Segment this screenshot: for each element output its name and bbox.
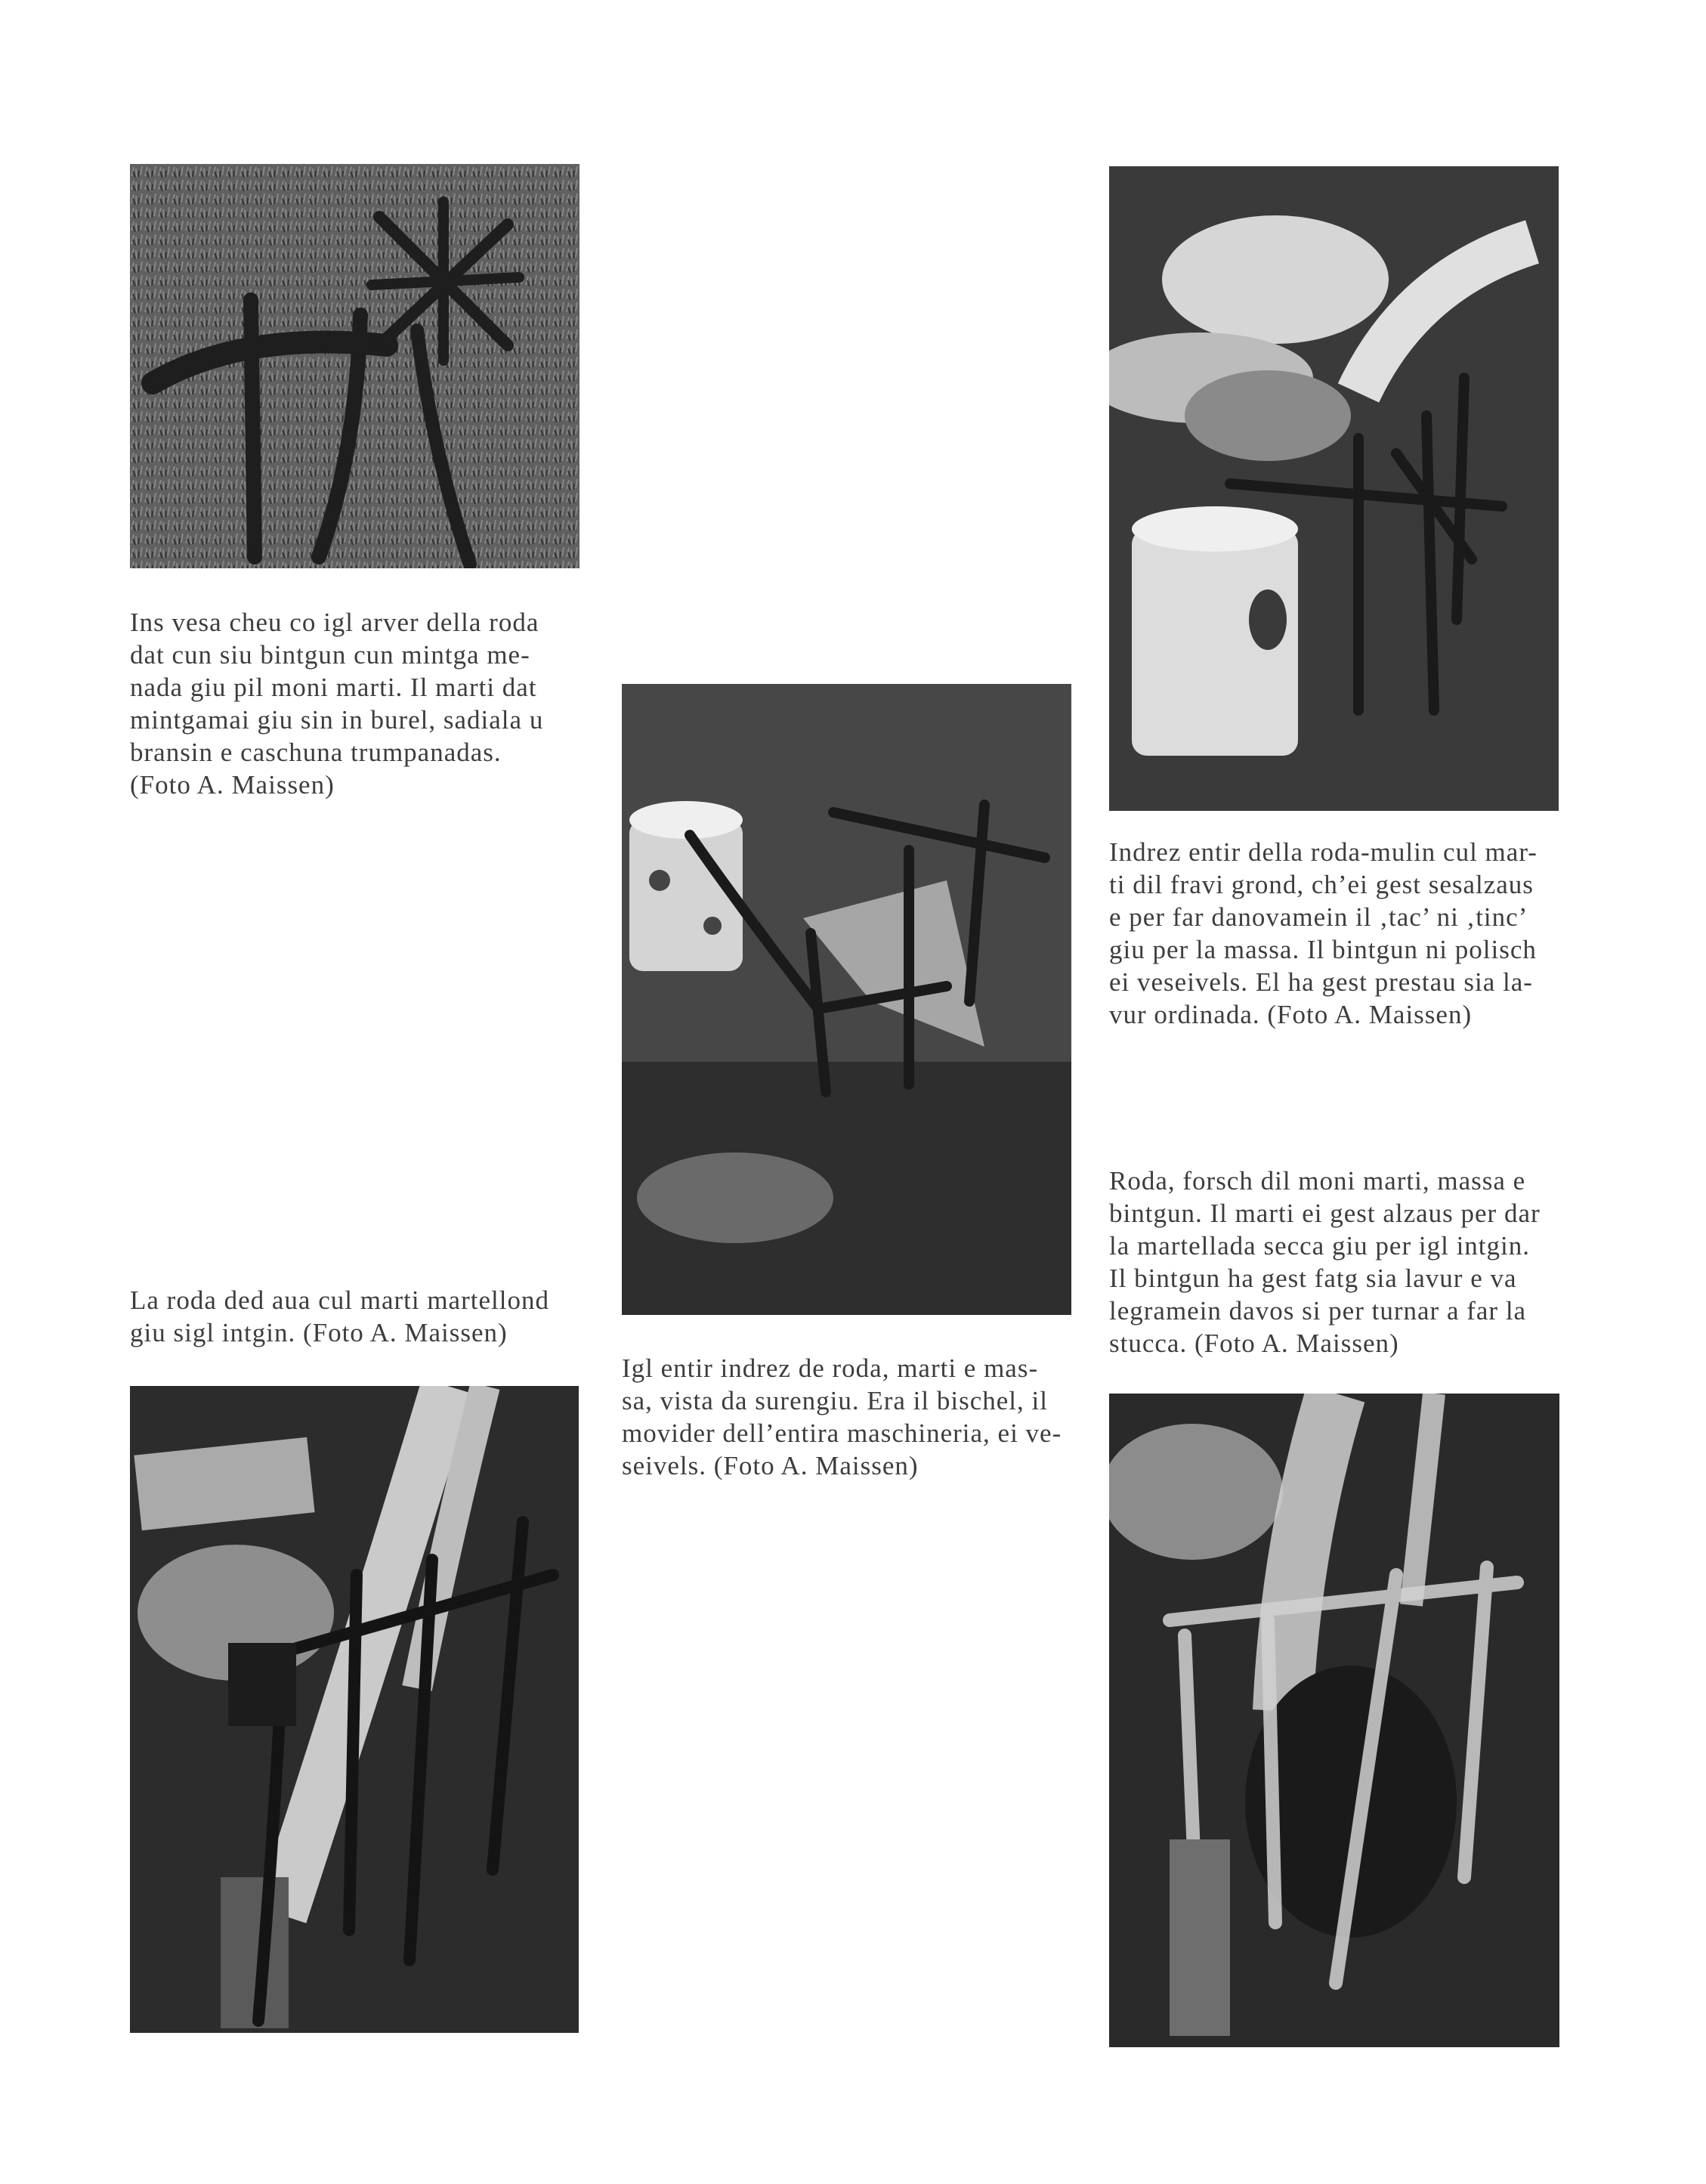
photo-wheel-hammer-mass	[1109, 1394, 1559, 2047]
caption-line: Ins vesa cheu co igl arver della roda	[130, 608, 539, 637]
caption-line: legramein davos si per turnar a far la	[1109, 1296, 1527, 1326]
caption-line: mintgamai giu sin in burel, sadiala u	[130, 705, 544, 735]
photo-mill-wheel-hammer	[1109, 166, 1559, 811]
caption-line: (Foto A. Maissen)	[130, 770, 335, 800]
caption-line: Il bintgun ha gest fatg sia lavur e va	[1109, 1264, 1517, 1293]
caption-mid-left	[130, 1284, 580, 1349]
caption-line: Igl entir indrez de roda, marti e mas-	[622, 1353, 1039, 1383]
caption-line: la martellada secca giu per igl intgin.	[1109, 1231, 1530, 1261]
caption-line: bransin e caschuna trumpanadas.	[130, 738, 502, 767]
caption-top-left	[130, 606, 580, 801]
caption-line: e per far danovamein il ‚tac’ ni ‚tinc’	[1109, 902, 1528, 932]
caption-center	[622, 1352, 1072, 1482]
photo-mechanism-from-below	[622, 684, 1071, 1315]
caption-line: La roda ded aua cul marti martellond	[130, 1285, 549, 1315]
caption-line: vur ordinada. (Foto A. Maissen)	[1109, 1000, 1473, 1029]
photo-water-wheel-hammering	[130, 1386, 579, 2033]
photo-wheel-on-grass	[130, 164, 579, 568]
caption-line: giu sigl intgin. (Foto A. Maissen)	[130, 1318, 508, 1347]
caption-line: sa, vista da surengiu. Era il bischel, il	[622, 1386, 1048, 1415]
caption-line: Indrez entir della roda-mulin cul mar-	[1109, 837, 1538, 867]
caption-line: movider dell’entira maschineria, ei ve-	[622, 1418, 1062, 1448]
caption-line: bintgun. Il marti ei gest alzaus per dar	[1109, 1199, 1541, 1228]
caption-line: giu per la massa. Il bintgun ni polisch	[1109, 935, 1537, 964]
caption-line: nada giu pil moni marti. Il marti dat	[130, 673, 537, 702]
caption-mid-right	[1109, 1165, 1559, 1360]
caption-line: ti dil fravi grond, ch’ei gest sesalzaus	[1109, 870, 1534, 899]
caption-line: seivels. (Foto A. Maissen)	[622, 1451, 919, 1480]
caption-line: ei veseivels. El ha gest prestau sia la-	[1109, 967, 1533, 997]
caption-line: stucca. (Foto A. Maissen)	[1109, 1329, 1399, 1358]
caption-top-right	[1109, 836, 1559, 1031]
caption-line: Roda, forsch dil moni marti, massa e	[1109, 1166, 1526, 1196]
caption-line: dat cun siu bintgun cun mintga me-	[130, 640, 530, 670]
